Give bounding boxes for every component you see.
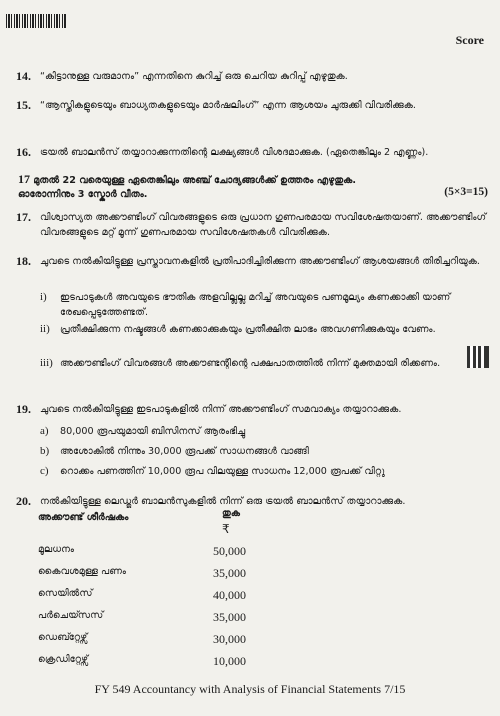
account-amount: 35,000 [213, 610, 246, 624]
table-row [38, 544, 268, 564]
item-label: a) [40, 425, 49, 437]
item-label: ii) [40, 323, 50, 335]
question-14 [16, 69, 486, 85]
instruction-line-1: മുതൽ 22 വരെയുള്ള ഏതെങ്കിലും അഞ്ച് ചോദ്യങ്ങൾക്ക് ഉത്തരം എഴുതുക. [33, 175, 357, 186]
question-number: 20. [16, 494, 31, 508]
question-text: “കിട്ടാനുള്ള വരുമാനം” എന്നതിനെ കുറിച്ച് ഒരു ചെറിയ കുറിപ്പ് എഴുതുക. [40, 71, 348, 82]
table-row [38, 610, 268, 630]
qr-code [467, 346, 489, 368]
question-text: വിശ്വാസ്യത അക്കൗണ്ടിംഗ് വിവരങ്ങളുടെ ഒരു പ്രധാന ഗുണപരമായ സവിശേഷതയാണ്. അക്കൗണ്ടിംഗ് വിവരങ്ങളുടെ മറ്റ് മൂന്ന് ഗുണപരമായ സവിശേഷതകൾ വിവരിക്കുക. [40, 212, 487, 238]
question-number: 17. [16, 210, 31, 224]
account-amount: 40,000 [213, 588, 246, 602]
question-text: ട്രയൽ ബാലൻസ് തയ്യാറാക്കുന്നതിന്റെ ലക്ഷ്യങ്ങൾ വിശദമാക്കുക. (ഏതെങ്കിലും 2 എണ്ണം). [40, 147, 429, 158]
question-18 [16, 254, 486, 286]
instruction-start-number: 17 [18, 172, 30, 186]
item-text: പ്രതീക്ഷിക്കുന്ന നഷ്ടങ്ങൾ കണക്കാക്കുകയും പ്രതീക്ഷിത ലാഭം അവഗണിക്കുകയും വേണം. [60, 324, 436, 335]
table-row [38, 588, 268, 608]
account-amount: 10,000 [213, 654, 246, 668]
item-label: b) [40, 445, 50, 457]
question-number: 14. [16, 69, 31, 83]
item-label: iii) [40, 357, 53, 369]
section-marks: (5×3=15) [444, 186, 488, 198]
question-15 [16, 98, 486, 130]
account-name: കൈവശമുള്ള പണം [38, 566, 126, 577]
question-text: ചുവടെ നൽകിയിട്ടുള്ള ഇടപാടുകളിൽ നിന്ന് അക്കൗണ്ടിംഗ് സമവാക്യം തയ്യാറാക്കുക. [40, 404, 402, 415]
score-label: Score [455, 33, 484, 47]
currency-symbol: ₹ [222, 522, 230, 536]
question-18-item-i [40, 290, 480, 322]
item-text: അക്കൗണ്ടിംഗ് വിവരങ്ങൾ അക്കൗണ്ടന്റിന്റെ പക്ഷപാതത്തിൽ നിന്ന് മുക്തമായി രിക്കണം. [60, 358, 441, 369]
item-label: i) [40, 291, 47, 303]
account-amount: 30,000 [213, 632, 246, 646]
account-name: മൂലധനം [38, 544, 75, 555]
question-20 [16, 494, 486, 510]
item-label: c) [40, 465, 49, 477]
question-18-item-iii [40, 356, 480, 388]
question-19 [16, 402, 486, 418]
table-row [38, 566, 268, 586]
question-number: 18. [16, 254, 31, 268]
account-name: ഡെബ്റ്റേഴ്സ് [38, 632, 88, 643]
account-amount: 50,000 [213, 544, 246, 558]
question-text: “ആസ്തികളുടെയും ബാധ്യതകളുടെയും മാർഷലിംഗ്” എന്ന ആശയം ചുരുക്കി വിവരിക്കുക. [40, 100, 416, 111]
item-text: 80,000 രൂപയുമായി ബിസിനസ് ആരംഭിച്ചു [60, 426, 246, 437]
question-text: നൽകിയിട്ടുള്ള ലെഡ്ജർ ബാലൻസുകളിൽ നിന്ന് ഒരു ട്രയൽ ബാലൻസ് തയ്യാറാക്കുക. [40, 496, 406, 507]
account-amount: 35,000 [213, 566, 246, 580]
question-text: ചുവടെ നൽകിയിട്ടുള്ള പ്രസ്താവനകളിൽ പ്രതിപാദിച്ചിരിക്കുന്ന അക്കൗണ്ടിംഗ് ആശയങ്ങൾ തിരിച്ചറിയുക. [40, 256, 480, 267]
account-name: സെയിൽസ് [38, 588, 93, 599]
account-name: ക്രെഡിറ്റേഴ്സ് [38, 654, 89, 665]
instruction-line-2: ഓരോന്നിനും 3 സ്കോർ വീതം. [18, 189, 148, 200]
section-instruction [18, 172, 488, 204]
item-text: റൊക്കം പണത്തിന് 10,000 രൂപ വിലയുള്ള സാധനം 12,000 രൂപക്ക് വിറ്റു [60, 466, 385, 477]
account-name: പർചെയ്സസ് [38, 610, 104, 621]
column-header-amount: തുക [222, 508, 240, 519]
question-number: 15. [16, 98, 31, 112]
question-number: 16. [16, 145, 31, 159]
question-17 [16, 210, 486, 242]
barcode [6, 14, 66, 28]
page-footer: FY 549 Accountancy with Analysis of Financial Statements 7/15 [94, 682, 406, 696]
question-19-item-c [40, 464, 480, 480]
question-16 [16, 145, 486, 161]
table-row [38, 632, 268, 652]
table-row [38, 654, 268, 674]
question-19-item-b [40, 444, 480, 460]
item-text: അശോകിൽ നിന്നും 30,000 രൂപക്ക് സാധനങ്ങൾ വാങ്ങി [60, 446, 309, 457]
column-header-account: അക്കൗണ്ട് ശീർഷകം [38, 512, 129, 523]
item-text: ഇടപാടുകൾ അവയുടെ ഭൗതിക അളവില്ലല്ല മറിച്ച് അവയുടെ പണമൂല്യം കണക്കാക്കി യാണ് രേഖപ്പെടുത്തേണ്ടത്. [60, 292, 451, 318]
question-18-item-ii [40, 322, 480, 354]
question-19-item-a [40, 424, 480, 440]
question-number: 19. [16, 402, 31, 416]
ledger-table [38, 508, 298, 672]
